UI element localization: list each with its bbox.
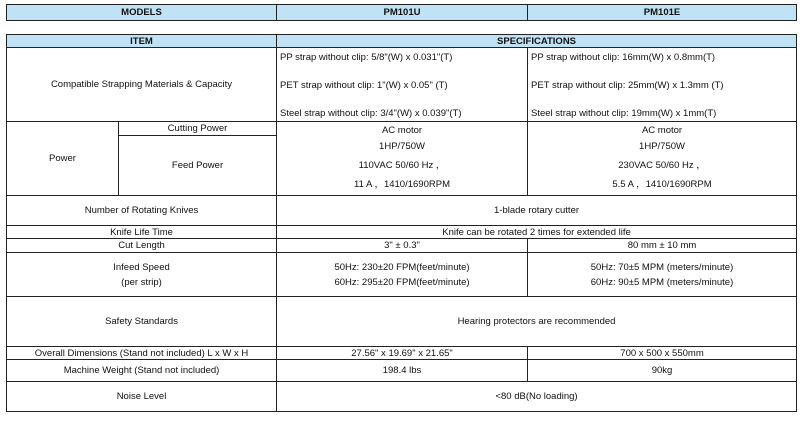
safety-value: Hearing protectors are recommended bbox=[277, 297, 797, 347]
infeed-label-sub: (per strip) bbox=[121, 276, 162, 288]
infeed-b-60hz: 60Hz: 90±5 MPM (meters/minute) bbox=[590, 276, 734, 288]
strapping-b-steel: Steel strap without clip: 19mm(W) x 1mm(T) bbox=[531, 108, 717, 119]
strapping-b-pet: PET strap without clip: 25mm(W) x 1.3mm (T) bbox=[531, 80, 724, 91]
dimensions-row bbox=[7, 347, 797, 360]
power-a-voltage: 110VAC 50/60 Hz ， bbox=[358, 160, 446, 171]
knife-life-row bbox=[7, 226, 797, 239]
power-b-hp: 1HP/750W bbox=[639, 141, 685, 152]
cut-length-b: 80 mm ± 10 mm bbox=[528, 239, 797, 253]
weight-b: 90kg bbox=[528, 360, 797, 382]
power-a-hp: 1HP/750W bbox=[379, 141, 425, 152]
knives-value: 1-blade rotary cutter bbox=[277, 196, 797, 226]
dimensions-a: 27.56" x 19.69" x 21.65" bbox=[277, 347, 528, 360]
power-a-cell bbox=[277, 122, 528, 196]
power-label: Power bbox=[7, 122, 119, 196]
strapping-a-cell bbox=[277, 48, 528, 122]
strapping-a-pet: PET strap without clip: 1"(W) x 0.05" (T) bbox=[280, 80, 448, 91]
dimensions-b: 700 x 500 x 550mm bbox=[528, 347, 797, 360]
safety-row bbox=[7, 297, 797, 347]
weight-a: 198.4 lbs bbox=[277, 360, 528, 382]
infeed-a-50hz: 50Hz: 230±20 FPM(feet/minute) bbox=[334, 261, 470, 273]
dimensions-label: Overall Dimensions (Stand not included) L x W x H bbox=[7, 347, 277, 360]
cut-length-a: 3" ± 0.3" bbox=[277, 239, 528, 253]
noise-value: <80 dB(No loading) bbox=[277, 382, 797, 412]
infeed-a-cell bbox=[277, 253, 528, 297]
knives-label: Number of Rotating Knives bbox=[7, 196, 277, 226]
safety-label: Safety Standards bbox=[7, 297, 277, 347]
knives-row bbox=[7, 196, 797, 226]
strapping-a-steel: Steel strap without clip: 3/4"(W) x 0.039"(T) bbox=[280, 108, 462, 119]
models-table bbox=[6, 4, 797, 21]
specs-table bbox=[6, 34, 797, 412]
infeed-b-50hz: 50Hz: 70±5 MPM (meters/minute) bbox=[590, 261, 734, 273]
strapping-row bbox=[7, 48, 797, 122]
infeed-a-60hz: 60Hz: 295±20 FPM(feet/minute) bbox=[334, 276, 470, 288]
strapping-b-pp: PP strap without clip: 16mm(W) x 0.8mm(T) bbox=[531, 52, 716, 63]
feed-power-label: Feed Power bbox=[119, 136, 277, 196]
power-row-cutting bbox=[7, 122, 797, 136]
noise-row bbox=[7, 382, 797, 412]
cut-length-label: Cut Length bbox=[7, 239, 277, 253]
cutting-power-label: Cutting Power bbox=[119, 122, 277, 136]
power-b-voltage: 230VAC 50/60 Hz ， bbox=[618, 160, 706, 171]
cut-length-row bbox=[7, 239, 797, 253]
specs-header-row bbox=[7, 35, 797, 48]
model-b-name: PM101E bbox=[528, 5, 797, 21]
strapping-label: Compatible Strapping Materials & Capacity bbox=[7, 48, 277, 122]
weight-label: Machine Weight (Stand not included) bbox=[7, 360, 277, 382]
strapping-b-cell bbox=[528, 48, 797, 122]
power-a-current: 11 A ，1410/1690RPM bbox=[354, 179, 450, 190]
noise-label: Noise Level bbox=[7, 382, 277, 412]
power-b-cell bbox=[528, 122, 797, 196]
power-a-motor: AC motor bbox=[381, 125, 423, 136]
model-a-name: PM101U bbox=[277, 5, 528, 21]
item-header: ITEM bbox=[7, 35, 277, 48]
models-label: MODELS bbox=[7, 5, 277, 21]
infeed-b-cell bbox=[528, 253, 797, 297]
power-b-motor: AC motor bbox=[641, 125, 683, 136]
specifications-header: SPECIFICATIONS bbox=[277, 35, 797, 48]
infeed-row bbox=[7, 253, 797, 297]
infeed-label: Infeed Speed bbox=[113, 261, 170, 273]
knife-life-value: Knife can be rotated 2 times for extended life bbox=[277, 226, 797, 239]
models-header-row bbox=[7, 5, 797, 21]
knife-life-label: Knife Life Time bbox=[7, 226, 277, 239]
power-b-current: 5.5 A ，1410/1690RPM bbox=[612, 179, 712, 190]
infeed-label-cell bbox=[7, 253, 277, 297]
strapping-a-pp: PP strap without clip: 5/8"(W) x 0.031"(T) bbox=[280, 52, 453, 63]
weight-row bbox=[7, 360, 797, 382]
